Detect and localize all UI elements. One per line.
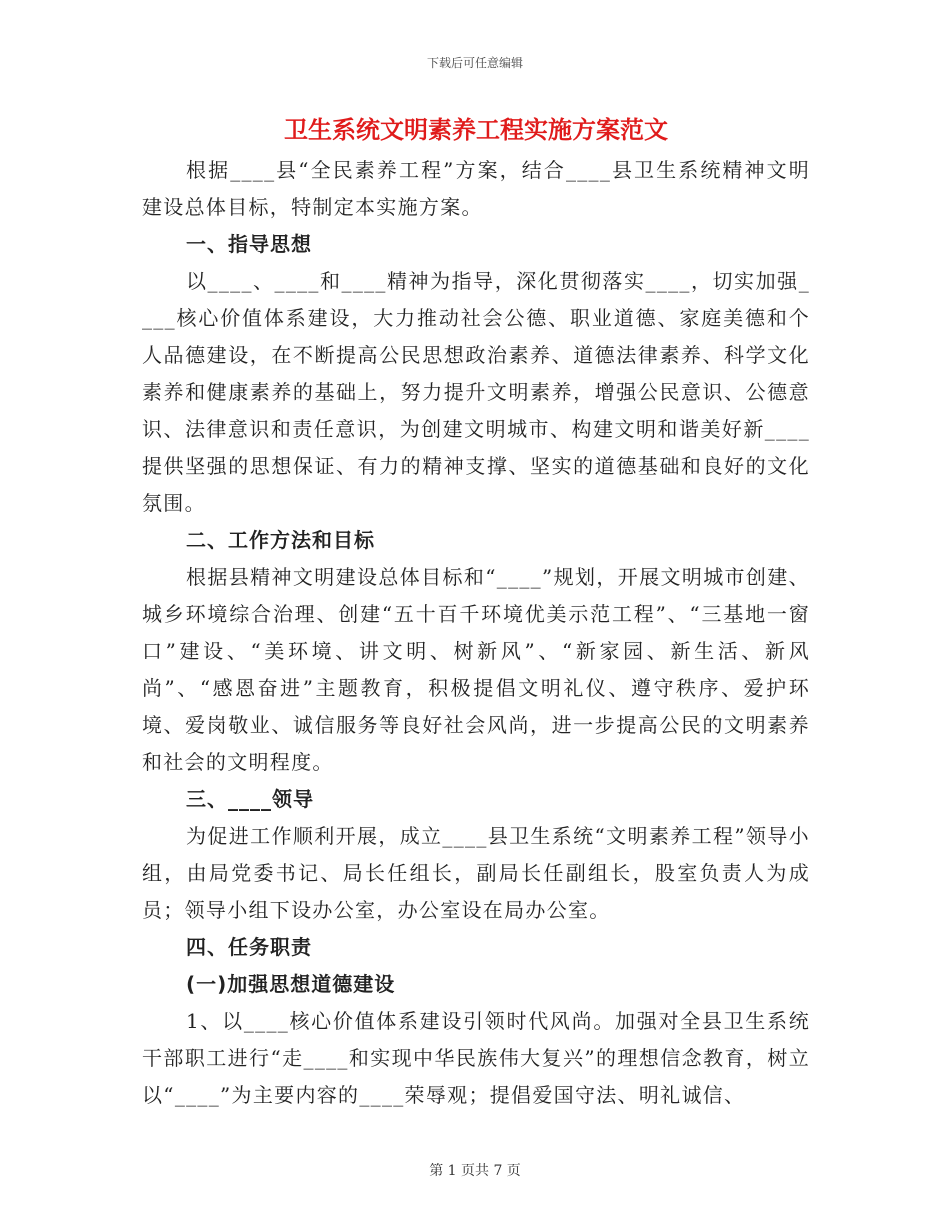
- page-number-footer: 第 1 页共 7 页: [429, 1163, 521, 1179]
- section-heading-tasks: 四、任务职责: [186, 935, 312, 959]
- intro-paragraph: 根据____县“全民素养工程”方案，结合____县卫生系统精神文明建设总体目标，特制定本实施方案。: [142, 158, 810, 219]
- section-heading-guiding-ideology: 一、指导思想: [186, 232, 312, 256]
- section-text-tasks: 1、以____核心价值体系建设引领时代风尚。加强对全县卫生系统干部职工进行“走____和实现中华民族伟大复兴”的理想信念教育，树立以“____”为主要内容的____荣辱观；提倡爱国守法、明礼诚信、: [142, 1009, 810, 1107]
- section-text-guiding-ideology: 以____、____和____精神为指导，深化贯彻落实____，切实加强____核心价值体系建设，大力推动社会公德、职业道德、家庭美德和个人品德建设，在不断提高公民思想政治素养、道德法律素养、科学文化素养和健康素养的基础上，努力提升文明素养，增强公民意识、公德意识、法律意识和责任意识，为创建文明城市、构建文明和谐美好新____提供坚强的思想保证、有力的精神支撑、坚实的道德基础和良好的文化氛围。: [142, 269, 810, 515]
- section-heading-methods-goals: 二、工作方法和目标: [186, 528, 375, 552]
- section-heading-leadership: 三、____领导: [186, 787, 314, 811]
- document-body: [142, 112, 810, 1114]
- section-text-leadership: 为促进工作顺利开展，成立____县卫生系统“文明素养工程”领导小组，由局党委书记、局长任组长，副局长任副组长，股室负责人为成员；领导小组下设办公室，办公室设在局办公室。: [142, 824, 810, 922]
- subsection-heading-moral-building: (一)加强思想道德建设: [186, 972, 396, 996]
- header-note: 下载后可任意编辑: [426, 56, 523, 70]
- document-title: 卫生系统文明素养工程实施方案范文: [284, 116, 668, 144]
- section-text-methods-goals: 根据县精神文明建设总体目标和“____”规划，开展文明城市创建、城乡环境综合治理、创建“五十百千环境优美示范工程”、“三基地一窗口”建设、“美环境、讲文明、树新风”、“新家园、新生活、新风尚”、“感恩奋进”主题教育，积极提倡文明礼仪、遵守秩序、爱护环境、爱岗敬业、诚信服务等良好社会风尚，进一步提高公民的文明素养和社会的文明程度。: [142, 565, 810, 774]
